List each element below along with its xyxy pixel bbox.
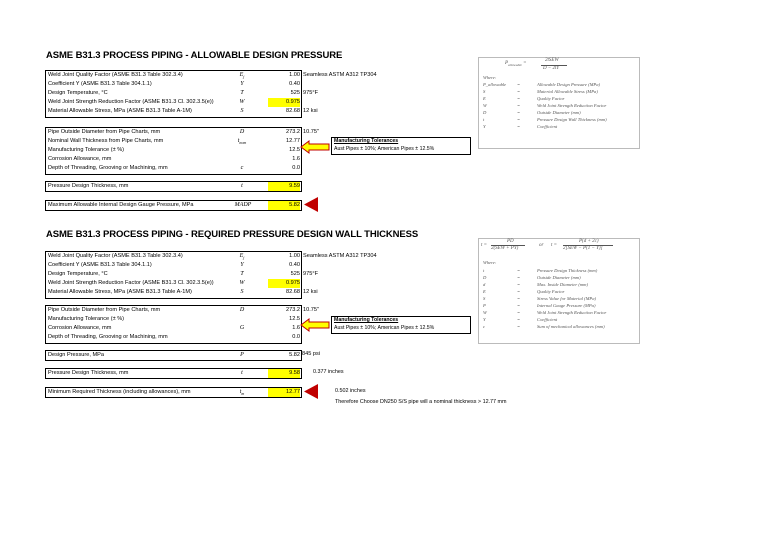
s1-parameters-block <box>45 70 377 118</box>
formula-def-equals: = <box>517 96 521 101</box>
row-value: 525 <box>290 90 300 96</box>
formula-def-symbol: Y <box>483 317 486 322</box>
s2-tolerance-heading: Manufacturing Tolerances <box>334 317 399 323</box>
row-label: Corrosion Allowance, mm <box>48 325 112 331</box>
row-value: 273.2 <box>286 307 300 313</box>
s1-formula-lhs-sub: allowable <box>508 63 522 67</box>
formula-def-symbol: E <box>483 96 486 101</box>
row-value: 1.6 <box>292 325 300 331</box>
row-value: 1.6 <box>292 156 300 162</box>
row-value: 273.2 <box>286 129 300 135</box>
formula-def-text: Coefficient <box>537 317 558 322</box>
row-symbol-sub: j <box>243 74 245 80</box>
row-label: Weld Joint Quality Factor (ASME B31.3 Table 302.3.4) <box>48 72 183 78</box>
row-symbol-text: D <box>239 129 245 135</box>
row-label: Pipe Outside Diameter from Pipe Charts, mm <box>48 129 161 135</box>
table-row <box>46 146 301 155</box>
formula-def-symbol: S <box>483 89 486 94</box>
s2-conclusion: Therefore Choose DN250 S/S pipe will a nominal thickness > 12.77 mm <box>335 399 507 405</box>
row-label: Material Allowable Stress, MPa (ASME B31.3 Table A-1M) <box>48 289 192 295</box>
row-label: Weld Joint Strength Reduction Factor (ASME B31.3 Cl. 302.3.5(e)) <box>48 280 214 286</box>
s2-pdt-row <box>45 368 302 379</box>
row-label: Coefficient Y (ASME B31.3 Table 304.1.1) <box>48 81 152 87</box>
formula-def-equals: = <box>517 124 521 129</box>
s2-formula-f1-den: 2(SEW + PY) <box>491 246 519 251</box>
row-symbol-text: E <box>239 72 244 78</box>
formula-def-symbol: d <box>483 282 486 287</box>
formula-def-equals: = <box>517 89 521 94</box>
s1-pdt-label: Pressure Design Thickness, mm <box>48 183 129 189</box>
formula-def-symbol: c <box>483 324 486 329</box>
table-row <box>46 107 301 116</box>
formula-def-symbol: D <box>483 275 487 280</box>
row-label: Coefficient Y (ASME B31.3 Table 304.1.1) <box>48 262 152 268</box>
row-symbol-text: G <box>239 325 245 331</box>
s2-dp-unit: 845 psi <box>302 351 321 357</box>
s1-tolerance-heading: Manufacturing Tolerances <box>334 138 399 144</box>
row-symbol-text: S <box>240 289 244 295</box>
row-value: 0.975 <box>268 279 300 288</box>
row-unit: 975°F <box>303 90 318 96</box>
formula-def-equals: = <box>517 303 521 308</box>
table-row <box>46 324 301 333</box>
formula-def-text: Material Allowable Stress (MPa) <box>537 89 598 94</box>
s2-formula-f2-den: 2[SEW − P(1 − Y)] <box>563 246 603 251</box>
formula-def-text: Outside Diameter (mm) <box>537 275 581 280</box>
row-label: Design Temperature, °C <box>48 271 108 277</box>
s2-min-req-symbol: t <box>239 389 242 395</box>
row-label: Manufacturing Tolerance (± %) <box>48 147 125 153</box>
table-row <box>46 270 301 279</box>
formula-def-equals: = <box>517 103 521 108</box>
s2-pdt-inches: 0.377 inches <box>313 369 344 375</box>
row-symbol-text: E <box>239 253 244 259</box>
formula-def-text: Weld Joint Strength Reduction Factor <box>537 103 607 108</box>
s2-tolerance-note <box>331 316 471 334</box>
s2-pdt-label: Pressure Design Thickness, mm <box>48 370 129 376</box>
row-symbol-text: W <box>239 280 245 286</box>
s2-tolerance-arrow-icon <box>300 318 330 332</box>
s1-pdt-row <box>45 181 302 192</box>
row-label: Depth of Threading, Grooving or Machining, mm <box>48 165 168 171</box>
formula-def-text: Quality Factor <box>537 289 565 294</box>
row-value: 12.5 <box>289 316 300 322</box>
table-row <box>46 98 301 107</box>
formula-def-equals: = <box>517 275 521 280</box>
s1-tolerance-note <box>331 137 471 155</box>
s2-pdt-symbol: t <box>241 370 243 376</box>
formula-def-equals: = <box>517 268 521 273</box>
row-value: 82.68 <box>286 289 300 295</box>
table-row <box>46 89 301 98</box>
formula-def-text: Internal Gauge Pressure (MPa) <box>537 303 596 308</box>
formula-def-symbol: P_allowable <box>483 82 507 87</box>
section1-title: ASME B31.3 PROCESS PIPING - ALLOWABLE DESIGN PRESSURE <box>46 50 343 61</box>
s2-pipe-block <box>45 305 319 344</box>
s2-formula-f1-num: PD <box>507 239 514 244</box>
row-unit: 10.75" <box>303 307 319 313</box>
row-value: 12.5 <box>289 147 300 153</box>
row-symbol-text: Y <box>240 81 244 87</box>
row-unit: 10.75" <box>303 129 319 135</box>
row-unit: Seamless ASTM A312 TP304 <box>303 72 377 78</box>
row-value: 525 <box>290 271 300 277</box>
row-label: Weld Joint Quality Factor (ASME B31.3 Table 302.3.4) <box>48 253 183 259</box>
row-label: Material Allowable Stress, MPa (ASME B31.3 Table A-1M) <box>48 108 192 114</box>
row-symbol <box>232 288 252 298</box>
row-unit: Seamless ASTM A312 TP304 <box>303 253 377 259</box>
row-symbol-text: W <box>239 99 245 105</box>
s2-min-req-row <box>45 387 302 398</box>
table-row <box>46 80 301 89</box>
table-row <box>46 71 301 80</box>
row-value: 0.0 <box>292 334 300 340</box>
formula-def-text: Allowable Design Pressure (MPa) <box>537 82 601 87</box>
row-symbol-sub: nom <box>239 140 247 146</box>
table-row <box>46 261 301 270</box>
formula-def-text: Max. Inside Diameter (mm) <box>537 282 589 287</box>
formula-def-symbol: D <box>483 110 487 115</box>
row-value: 0.40 <box>289 262 300 268</box>
row-unit: 12 ksi <box>303 289 318 295</box>
row-value: 0.975 <box>268 98 300 107</box>
s1-pdt-symbol: t <box>241 183 243 189</box>
formula-def-equals: = <box>517 317 521 322</box>
row-value: 82.68 <box>286 108 300 114</box>
s2-formula-f2-num: P(d + 2c) <box>579 239 599 244</box>
s2-dp-label: Design Pressure, MPa <box>48 352 104 358</box>
s2-design-pressure-row <box>45 350 302 361</box>
formula-def-symbol: t <box>483 268 485 273</box>
row-label: Corrosion Allowance, mm <box>48 156 112 162</box>
row-value: 1.00 <box>289 253 300 259</box>
row-value: 0.40 <box>289 81 300 87</box>
s1-madp-row <box>45 200 302 211</box>
s2-formula-image: t = PD 2(SEW + PY) or t = P(d + 2c) 2[SEW − P(1 − Y)] Where: t = Pressure Design Thickness (mm) D = Outside Diameter (mm) d = Max. Inside Diameter (mm) E = Quality Factor S = Stress Value for Material (MPa) P = Internal Gauge Pressure (MPa) W = Weld Joint Strength Reduction Factor Y = Coefficient c = Sum of mechanical allowances (mm) <box>478 238 640 344</box>
table-row <box>46 137 301 146</box>
row-value: 1.00 <box>289 72 300 78</box>
row-symbol-text: T <box>240 90 244 96</box>
s2-dp-value: 5.82 <box>289 352 300 358</box>
row-symbol-text: c <box>240 165 244 171</box>
table-row <box>46 333 301 342</box>
s2-pdt-value: 9.58 <box>268 369 300 378</box>
row-symbol-sub: j <box>243 255 245 261</box>
s1-pdt-value: 9.59 <box>268 182 300 191</box>
s1-pipe-block <box>45 127 319 175</box>
formula-def-text: Pressure Design Wall Thickness (mm) <box>537 117 607 122</box>
table-row <box>46 252 301 261</box>
s2-formula-or: or <box>539 243 544 248</box>
formula-def-equals: = <box>517 324 521 329</box>
row-symbol-text: D <box>239 307 245 313</box>
formula-def-text: Stress Value for Material (MPa) <box>537 296 597 301</box>
row-label: Nominal Wall Thickness from Pipe Charts, mm <box>48 138 164 144</box>
s2-min-req-label: Minimum Required Thickness (including allowances), mm <box>48 389 191 395</box>
row-unit: 12 ksi <box>303 108 318 114</box>
table-row <box>46 155 301 164</box>
formula-def-equals: = <box>517 310 521 315</box>
row-symbol-text: T <box>240 271 244 277</box>
formula-def-equals: = <box>517 110 521 115</box>
s2-formula-where: Where: <box>483 260 497 265</box>
formula-def-symbol: Y <box>483 124 486 129</box>
s1-tolerance-text: Aust Pipes ± 10%; American Pipes ± 12.5% <box>334 146 435 152</box>
row-label: Manufacturing Tolerance (± %) <box>48 316 125 322</box>
s2-min-req-value: 12.77 <box>268 388 300 397</box>
s2-parameters-block <box>45 251 377 299</box>
row-symbol-text: Y <box>240 262 244 268</box>
row-label: Pipe Outside Diameter from Pipe Charts, mm <box>48 307 161 313</box>
table-row <box>46 279 301 288</box>
s1-formula-where: Where: <box>483 75 497 80</box>
s1-madp-arrow-icon <box>303 196 319 213</box>
s2-formula-lhs: t <box>481 243 483 248</box>
section2-title: ASME B31.3 PROCESS PIPING - REQUIRED PRESSURE DESIGN WALL THICKNESS <box>46 229 419 240</box>
formula-def-text: Weld Joint Strength Reduction Factor <box>537 310 607 315</box>
table-row <box>46 164 301 173</box>
row-label: Weld Joint Strength Reduction Factor (ASME B31.3 Cl. 302.3.5(e)) <box>48 99 214 105</box>
s1-formula-image: $P_{allowable}$ = 2tSEW D − 2tY Where: P_allowable = Allowable Design Pressure (MPa) S = Material Allowable Stress (MPa) E = Quality Factor W = Weld Joint Strength Reduction Factor D = Outside Diameter (mm) t = Pressure Design Wall Thickness (mm) Y = Coefficient <box>478 57 640 149</box>
table-row <box>46 128 301 137</box>
row-symbol-text: S <box>240 108 244 114</box>
s1-madp-value: 5.82 <box>268 201 300 210</box>
s1-madp-symbol: MADP <box>234 202 252 208</box>
formula-def-text: Coefficient <box>537 124 558 129</box>
s2-min-req-sub: m <box>241 391 245 397</box>
formula-def-equals: = <box>517 289 521 294</box>
s1-madp-label: Maximum Allowable Internal Design Gauge Pressure, MPa <box>48 202 194 208</box>
s2-min-req-inches: 0.502 inches <box>335 388 366 394</box>
formula-def-symbol: E <box>483 289 486 294</box>
table-row <box>46 306 301 315</box>
s1-formula-num: 2tSEW <box>545 58 559 63</box>
row-unit: 975°F <box>303 271 318 277</box>
row-label: Design Temperature, °C <box>48 90 108 96</box>
row-label: Depth of Threading, Grooving or Machining, mm <box>48 334 168 340</box>
formula-def-text: Sum of mechanical allowances (mm) <box>537 324 605 329</box>
formula-def-equals: = <box>517 282 521 287</box>
formula-def-symbol: S <box>483 296 486 301</box>
row-symbol-text: t <box>237 138 240 144</box>
s1-formula-den: D − 2tY <box>543 66 560 71</box>
formula-def-equals: = <box>517 296 521 301</box>
row-symbol <box>232 107 252 117</box>
formula-def-text: Outside Diameter (mm) <box>537 110 581 115</box>
formula-def-equals: = <box>517 82 521 87</box>
s2-min-req-arrow-icon <box>303 383 319 400</box>
table-row <box>46 315 301 324</box>
row-value: 12.77 <box>286 138 300 144</box>
row-symbol <box>232 164 252 174</box>
s2-tolerance-text: Aust Pipes ± 10%; American Pipes ± 12.5% <box>334 325 435 331</box>
formula-def-text: Quality Factor <box>537 96 565 101</box>
row-value: 0.0 <box>292 165 300 171</box>
s1-tolerance-arrow-icon <box>300 140 330 154</box>
formula-def-text: Pressure Design Thickness (mm) <box>537 268 598 273</box>
table-row <box>46 288 301 297</box>
formula-def-symbol: W <box>483 310 487 315</box>
s2-dp-symbol: P <box>240 352 244 358</box>
formula-def-symbol: P <box>483 303 486 308</box>
formula-def-symbol: t <box>483 117 485 122</box>
formula-def-equals: = <box>517 117 521 122</box>
s1-formula-lhs: P <box>505 61 509 66</box>
formula-def-symbol: W <box>483 103 487 108</box>
